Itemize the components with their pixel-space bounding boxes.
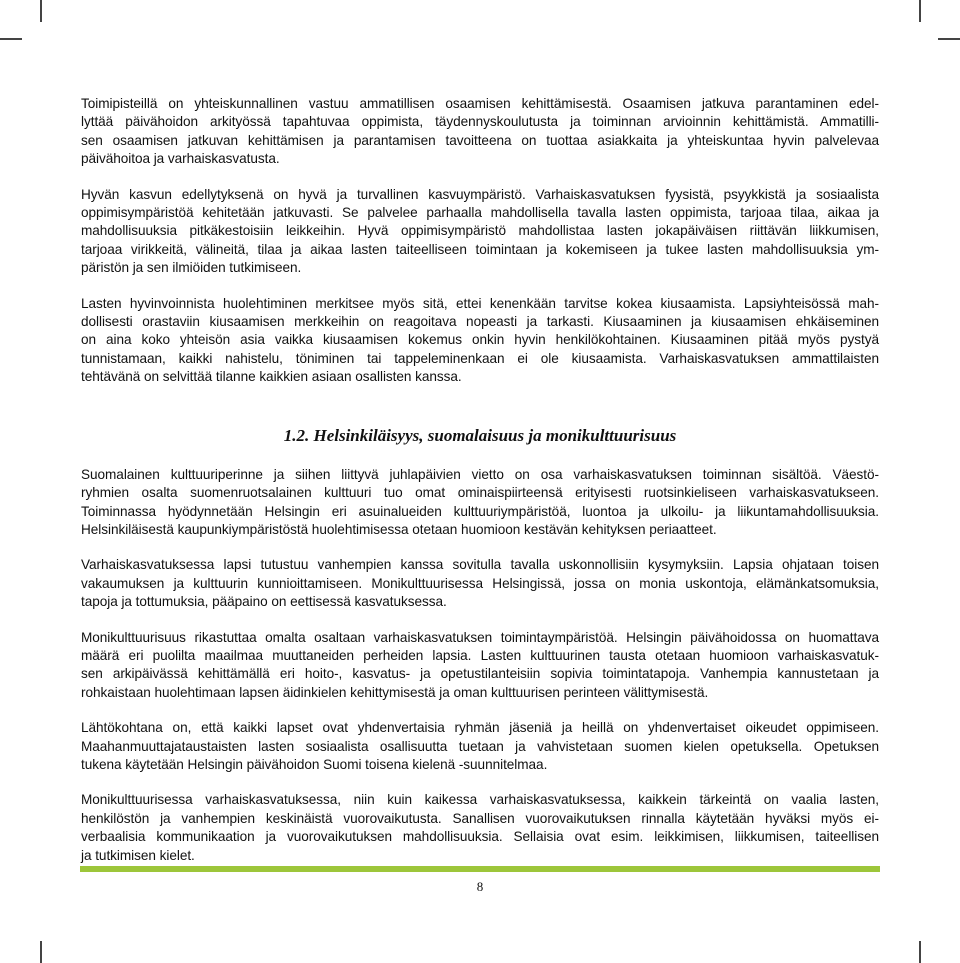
- paragraph: [81, 719, 879, 774]
- paragraph-line: ryhmien osalta suomenruotsalainen kulttuuri tuo omat ominaispiirteensä erityisesti ruotsinkieliseen varhaiskasvatukseen.: [81, 485, 879, 501]
- paragraph-line: tukena käytetään Helsingin päivähoidon Suomi toisena kielenä -suunnitelmaa.: [81, 756, 548, 772]
- paragraph-line: Helsinkiläisestä kaupunkiympäristöstä huolehtimisessa otetaan huomioon kestävän kehityksen periaatteet.: [81, 521, 717, 537]
- paragraph-line: tehtävänä on selvittää tilanne kaikkien asiaan osallisten kanssa.: [81, 369, 462, 385]
- paragraph-line: päristön ja sen ilmiöiden tutkimiseen.: [81, 260, 302, 276]
- section-heading: 1.2. Helsinkiläisyys, suomalaisuus ja monikulttuurisuus: [283, 425, 677, 445]
- paragraph-line: lyttää päivähoidon arkityössä tapahtuvaa oppimista, täydennyskoulutusta ja toiminnan arvioinnin kehittämistä. Ammatilli-: [81, 114, 879, 130]
- crop-mark-bottom-left-vertical: [40, 941, 42, 963]
- paragraph-line: Lasten hyvinvoinnista huolehtiminen merkitsee myös sitä, ettei kenenkään tarvitse kokea kiusaamista. Lapsiyhteisössä mah-: [81, 295, 879, 311]
- paragraph: [81, 95, 879, 169]
- paragraph-line: tapoja ja tottumuksia, pääpaino on eettisessä kasvatuksessa.: [81, 594, 447, 610]
- paragraph: [81, 295, 879, 387]
- paragraph: [81, 629, 879, 703]
- paragraph-line: Hyvän kasvun edellytyksenä on hyvä ja turvallinen kasvuympäristö. Varhaiskasvatuksen fyysistä, psyykkistä ja sosiaalista: [81, 186, 879, 202]
- paragraph: [81, 466, 879, 540]
- paragraph-line: määrä eri puolilta maailmaa muuttaneiden perheiden lapsia. Lasten kulttuurinen tausta otetaan huomioon varhaiskasvatuk-: [81, 647, 879, 663]
- paragraph-line: Toimipisteillä on yhteiskunnallinen vastuu ammatillisen osaamisen kehittämisestä. Osaamisen jatkuva parantaminen edel-: [81, 96, 879, 111]
- paragraph-line: sen osaamisen jatkuvan kehittämisen ja parantamisen tavoitteena on tuottaa asiakkaita ja yhteiskuntaa hyvin palvelevaa: [81, 132, 879, 148]
- crop-mark-top-left-horizontal: [0, 38, 22, 40]
- paragraph-line: ja tutkimisen kielet.: [81, 847, 195, 863]
- paragraph-line: tunnistamaan, kaikki nahistelu, töniminen tai tappeleminenkaan ei ole kiusaamista. Varhaiskasvatuksen ammattilaisten: [81, 350, 879, 366]
- page-content: [81, 95, 879, 865]
- paragraph-line: rohkaistaan huolehtimaan lapsen äidinkielen kehittymisestä ja oman kulttuurisen perinteen välittymisestä.: [81, 684, 709, 700]
- crop-mark-bottom-right-vertical: [919, 941, 921, 963]
- paragraph-line: verbaalisia kommunikaation ja vuorovaikutuksen mahdollisuuksia. Sellaisia ovat esim. leikkimisen, liikkumisen, taiteellisen: [81, 829, 879, 845]
- paragraph-line: mahdollisuuksia pitkäkestoisiin leikkeihin. Hyvä oppimisympäristö mahdollistaa lasten jokapäiväisen riittävän liikkumisen,: [81, 223, 879, 239]
- footer-rule: [80, 866, 880, 872]
- paragraph-line: Suomalainen kulttuuriperinne ja siihen liittyvä juhlapäivien vietto on osa varhaiskasvatuksen toiminnan sisältöä. Väestö-: [81, 466, 879, 482]
- paragraph-line: Maahanmuuttajataustaisten lasten sosiaalista osallisuutta tuetaan ja vahvistetaan suomen kielen opetuksella. Opetuksen: [81, 738, 879, 754]
- paragraph-line: vakaumuksen ja kulttuurin kunnioittamiseen. Monikulttuurisessa Helsingissä, jossa on monia uskontoja, elämänkatsomuksia,: [81, 575, 879, 591]
- paragraph-line: on aina koko yhteisön asia vaikka kiusaamisen kokemus onkin hyvin henkilökohtainen. Kiusaaminen pitää myös pystyä: [81, 332, 879, 348]
- paragraph-line: päivähoitoa ja varhaiskasvatusta.: [81, 151, 280, 167]
- paragraph-line: tarjoaa virikkeitä, välineitä, tilaa ja aikaa lasten taiteelliseen toimintaan ja kokemiseen ja tukee lasten mahdollisuuksia ym-: [81, 241, 879, 257]
- paragraph-line: oppimisympäristöä kehitetään jatkuvasti. Se palvelee parhaalla mahdollisella tavalla lasten oppimista, tarjoaa tilaa, aikaa ja: [81, 205, 879, 221]
- paragraph: [81, 791, 879, 865]
- paragraph-line: Monikulttuurisessa varhaiskasvatuksessa, niin kuin kaikessa varhaiskasvatuksessa, kaikkein tärkeintä on vaalia lasten,: [81, 792, 879, 808]
- paragraph-line: Lähtökohtana on, että kaikki lapset ovat yhdenvertaisia ryhmän jäseniä ja heillä on yhdenvertaiset oikeudet oppimiseen.: [81, 720, 879, 736]
- paragraph-line: Varhaiskasvatuksessa lapsi tutustuu vanhempien kanssa sovitulla tavalla uskonnollisiin kysymyksiin. Lapsia ohjataan toisen: [81, 557, 879, 573]
- crop-mark-top-right-vertical: [919, 0, 921, 22]
- crop-mark-top-right-horizontal: [938, 38, 960, 40]
- crop-mark-top-left-vertical: [40, 0, 42, 22]
- paragraph-line: Toiminnassa hyödynnetään Helsingin eri asuinalueiden kulttuuriympäristöä, luontoa ja ulkoilu- ja liikuntamahdollisuuksia.: [81, 503, 879, 519]
- paragraph: [81, 556, 879, 611]
- paragraph-line: sen arkipäivässä kehittämällä eri hoito-, kasvatus- ja opetustilanteisiin sopivia toimintatapoja. Vanhempia kannustetaan ja: [81, 666, 879, 682]
- paragraph-line: henkilöstön ja vanhempien keskinäistä vuorovaikutusta. Sanallisen vuorovaikutuksen rinnalla käytetään hyväksi myös ei-: [81, 810, 879, 826]
- paragraph: [81, 186, 879, 278]
- paragraph-line: Monikulttuurisuus rikastuttaa omalta osaltaan varhaiskasvatuksen toimintaympäristöä. Helsingin päivähoidossa on huomattava: [81, 629, 879, 645]
- page-number: 8: [476, 879, 484, 894]
- paragraph-line: dollisesti orastaviin kiusaamisen merkkeihin on reagoitava nopeasti ja tarkasti. Kiusaaminen ja kiusaamisen ehkäiseminen: [81, 314, 879, 330]
